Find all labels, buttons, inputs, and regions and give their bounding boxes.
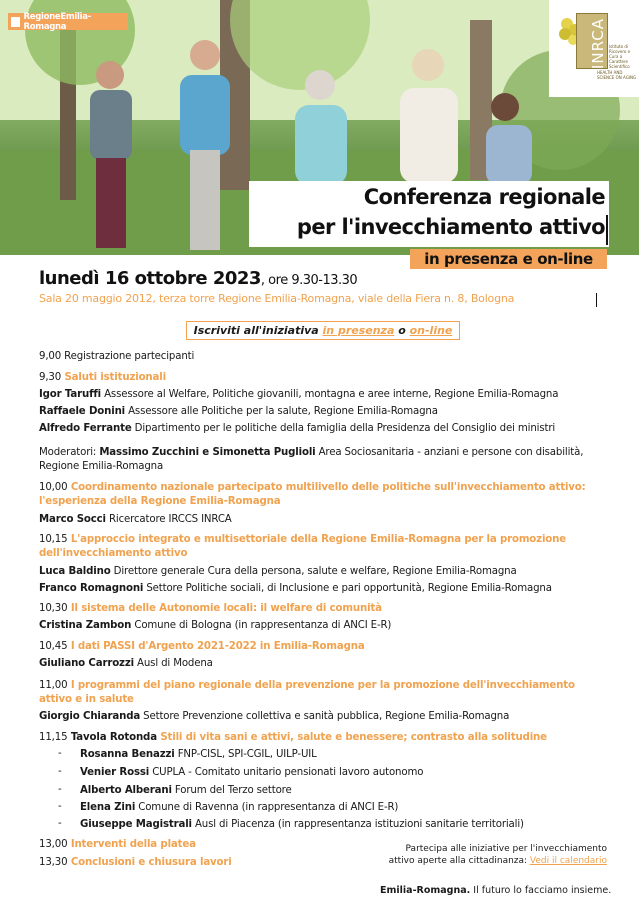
speaker [39, 710, 509, 724]
speaker [39, 405, 438, 419]
time: 9,30 [39, 372, 62, 383]
venue-accent-bar [596, 293, 597, 307]
round-table-speaker [80, 801, 398, 815]
speaker-name: Giuseppe Magistrali [80, 819, 192, 830]
session-2-heading [39, 481, 586, 495]
date-text: lunedì 16 ottobre 2023 [39, 268, 261, 289]
speaker-role: Ausl di Modena [133, 658, 213, 669]
region-logo-mark-icon [11, 17, 20, 27]
session-1-heading [39, 371, 166, 385]
speaker-name: Marco Socci [39, 514, 106, 525]
footer-note-line-1: Partecipa alle iniziative per l'invecchiamento [405, 844, 607, 854]
round-table-label: Tavola Rotonda [67, 732, 157, 743]
signup-box [186, 321, 460, 340]
round-table-speaker [80, 818, 524, 832]
footer-note [385, 843, 607, 867]
speaker-name: Alfredo Ferrante [39, 423, 132, 434]
footer-tagline [380, 885, 611, 896]
speaker [39, 619, 391, 633]
round-table-speaker [80, 748, 317, 762]
speaker-role: Comune di Ravenna (in rappresentanza di ANCI E-R) [135, 802, 399, 813]
speaker-role: Direttore generale Cura della persona, salute e welfare, Regione Emilia-Romagna [110, 566, 517, 577]
speaker-name: Venier Rossi [80, 767, 150, 778]
time: 11,15 [39, 732, 68, 743]
speaker-role: Dipartimento per le politiche della famiglia della Presidenza del Consiglio dei ministri [131, 423, 556, 434]
title: Interventi della platea [67, 839, 196, 850]
tagline-rest: Il futuro lo facciamo insieme. [470, 885, 612, 896]
signup-prefix: Iscriviti all'iniziativa [193, 324, 323, 337]
speaker-name: Giuliano Carrozzi [39, 658, 134, 669]
title: Stili di vita sani e attivi, salute e benessere; contrasto alla solitudine [156, 732, 547, 743]
round-table-speaker [80, 766, 423, 780]
footer-note-text: attivo aperte alla cittadinanza: [388, 856, 530, 866]
session-6-heading [39, 679, 575, 693]
inrca-name: INRCA [589, 18, 607, 70]
session-3-heading [39, 533, 566, 547]
text: Registrazione partecipanti [61, 351, 195, 362]
speaker-role: Settore Prevenzione collettiva e sanità pubblica, Regione Emilia-Romagna [140, 711, 510, 722]
title: Coordinamento nazionale partecipato multilivello delle politiche sull'invecchiamento attivo: [67, 482, 586, 493]
time: 10,30 [39, 603, 68, 614]
signup-link-online[interactable]: on-line [409, 324, 453, 337]
session-4-heading [39, 602, 382, 616]
speaker-role: CUPLA - Comitato unitario pensionati lavoro autonomo [149, 767, 424, 778]
session-9-heading [39, 856, 232, 870]
session-6-title-line-2: attivo e in salute [39, 694, 134, 705]
time: 11,00 [39, 680, 68, 691]
moderators-role: Area Sociosanitaria - anziani e persone con disabilità, [315, 447, 584, 458]
program-registration [39, 350, 194, 364]
title: Il sistema delle Autonomie locali: il welfare di comunità [67, 603, 382, 614]
title: L'approccio integrato e multisettoriale della Regione Emilia-Romagna per la promozione [67, 534, 566, 545]
calendar-link[interactable]: Vedi il calendario [529, 856, 607, 866]
session-8-heading [39, 838, 196, 852]
speaker [39, 513, 232, 527]
session-3-title-line-2: dell'invecchiamento attivo [39, 548, 188, 559]
title: Saluti istituzionali [61, 372, 166, 383]
title-box [249, 181, 609, 247]
title-line-1: Conferenza regionale [363, 185, 605, 209]
mode-tag: in presenza e on-line [410, 249, 607, 269]
signup-link-in-presenza[interactable]: in presenza [322, 324, 395, 337]
inrca-logo [549, 0, 639, 97]
speaker-name: Igor Taruffi [39, 389, 101, 400]
inrca-description: Istituto di Ricovero e Cura a Carattere Scientifico [609, 44, 631, 69]
speaker-role: Ricercatore IRCCS INRCA [105, 514, 232, 525]
time: 13,00 [39, 839, 68, 850]
session-5-heading [39, 640, 365, 654]
speaker [39, 565, 517, 579]
title-line-2: per l'invecchiamento attivo [296, 215, 605, 239]
moderators-label: Moderatori: [39, 447, 100, 458]
tagline-bold: Emilia-Romagna. [380, 885, 471, 896]
session-2-title-line-2: l'esperienza della Regione Emilia-Romagna [39, 496, 281, 507]
speaker-name: Giorgio Chiaranda [39, 711, 141, 722]
title: I programmi del piano regionale della prevenzione per la promozione dell'invecchiamento [67, 680, 575, 691]
event-venue: Sala 20 maggio 2012, terza torre Regione Emilia-Romagna, viale della Fiera n. 8, Bologna [39, 292, 515, 305]
time: 13,30 [39, 857, 68, 868]
speaker-role: Settore Politiche sociali, di Inclusione e pari opportunità, Regione Emilia-Romagna [143, 583, 552, 594]
speaker-role: Assessore alle Politiche per la salute, Regione Emilia-Romagna [125, 406, 438, 417]
title-accent-bar [606, 215, 608, 245]
time: 9,00 [39, 351, 62, 362]
speaker [39, 657, 213, 671]
speaker [39, 388, 558, 402]
list-bullet: - [58, 766, 62, 777]
speaker-role: Forum del Terzo settore [171, 785, 292, 796]
speaker-name: Elena Zini [80, 802, 136, 813]
speaker-name: Rosanna Benazzi [80, 749, 175, 760]
title: Conclusioni e chiusura lavori [67, 857, 232, 868]
list-bullet: - [58, 748, 62, 759]
list-bullet: - [58, 801, 62, 812]
time: 10,15 [39, 534, 68, 545]
speaker-name: Franco Romagnoni [39, 583, 144, 594]
speaker-role: FNP-CISL, SPI-CGIL, UILP-UIL [174, 749, 317, 760]
list-bullet: - [58, 784, 62, 795]
time: 10,00 [39, 482, 68, 493]
speaker-name: Alberto Alberani [80, 785, 172, 796]
speaker-name: Cristina Zambon [39, 620, 132, 631]
speaker-role: Assessore al Welfare, Politiche giovanili, montagna e aree interne, Regione Emilia-Romagna [101, 389, 559, 400]
speaker [39, 582, 552, 596]
inrca-subtitle: HEALTH AND SCIENCE ON AGING [597, 70, 637, 80]
session-7-heading [39, 731, 547, 745]
regione-emilia-romagna-logo [8, 13, 128, 30]
time: 10,45 [39, 641, 68, 652]
speaker-role: Comune di Bologna (in rappresentanza di ANCI E-R) [131, 620, 392, 631]
moderators-role-line-2: Regione Emilia-Romagna [39, 461, 164, 472]
speaker-name: Raffaele Donini [39, 406, 126, 417]
signup-middle: o [394, 324, 410, 337]
speaker [39, 422, 555, 436]
round-table-speaker [80, 784, 292, 798]
footer-note-line-2 [385, 855, 607, 867]
moderators [39, 446, 583, 460]
speaker-role: Ausl di Piacenza (in rappresentanza istituzioni sanitarie territoriali) [191, 819, 524, 830]
moderators-names: Massimo Zucchini e Simonetta Puglioli [99, 447, 316, 458]
event-date [39, 268, 357, 289]
time-text: , ore 9.30-13.30 [260, 273, 358, 288]
speaker-name: Luca Baldino [39, 566, 111, 577]
list-bullet: - [58, 818, 62, 829]
title: I dati PASSI d'Argento 2021-2022 in Emilia-Romagna [67, 641, 365, 652]
region-logo-text: RegioneEmilia-Romagna [23, 11, 91, 32]
